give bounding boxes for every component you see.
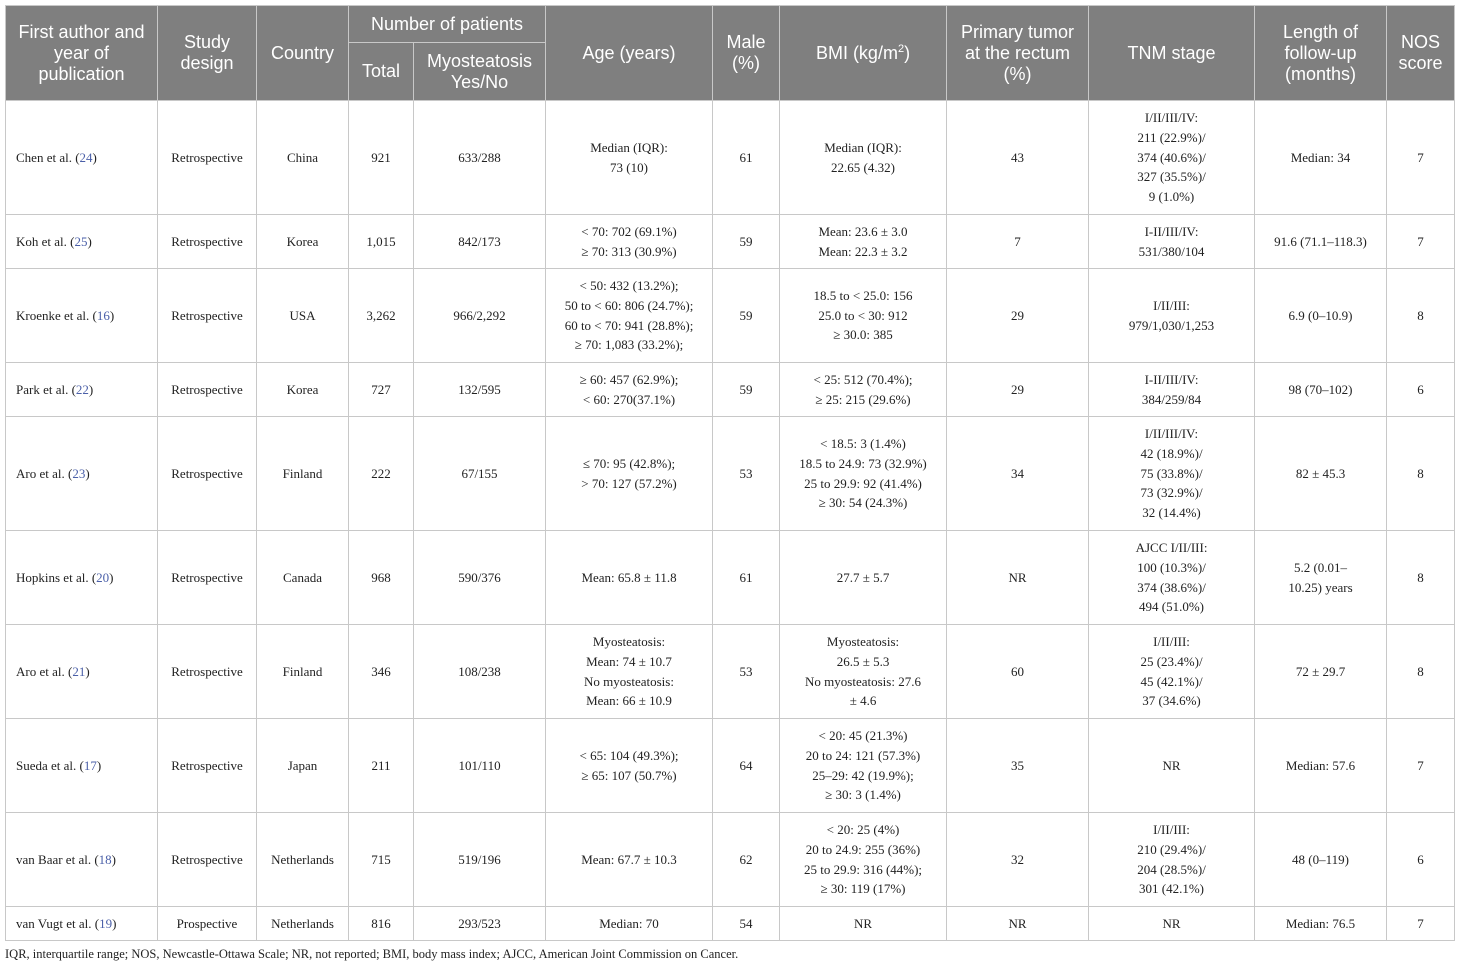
male-cell: 53 [713,417,780,531]
age-cell: < 65: 104 (49.3%); ≥ 65: 107 (50.7%) [546,719,713,813]
tnm-stage-cell: I/II/III: 25 (23.4%)/ 45 (42.1%)/ 37 (34.6%) [1089,625,1255,719]
table-row [6,531,1455,625]
author-cell [6,531,158,625]
myosteatosis-cell: 842/173 [414,215,546,269]
study-design-cell: Prospective [158,907,257,941]
reference-link[interactable]: 22 [75,381,89,397]
bmi-cell: < 18.5: 3 (1.4%) 18.5 to 24.9: 73 (32.9%) 25 to 29.9: 92 (41.4%) ≥ 30: 54 (24.3%) [780,417,947,531]
follow-up-cell: 6.9 (0–10.9) [1255,269,1387,363]
follow-up-cell: 98 (70–102) [1255,363,1387,417]
rectum-cell: 60 [947,625,1089,719]
follow-up-cell: 5.2 (0.01– 10.25) years [1255,531,1387,625]
author-name: Hopkins et al. ( [16,569,97,585]
total-cell: 346 [349,625,414,719]
tnm-stage-cell: NR [1089,907,1255,941]
male-cell: 62 [713,813,780,907]
study-design-cell: Retrospective [158,417,257,531]
tnm-stage-cell: I/II/III/IV: 42 (18.9%)/ 75 (33.8%)/ 73 (32.9%)/ 32 (14.4%) [1089,417,1255,531]
rectum-cell: NR [947,531,1089,625]
total-cell: 715 [349,813,414,907]
total-cell: 1,015 [349,215,414,269]
bmi-cell: < 20: 45 (21.3%) 20 to 24: 121 (57.3%) 25–29: 42 (19.9%); ≥ 30: 3 (1.4%) [780,719,947,813]
myosteatosis-cell: 101/110 [414,719,546,813]
header-male: Male (%) [713,6,780,101]
header-bmi-superscript: 2 [897,42,905,55]
bmi-cell: < 20: 25 (4%) 20 to 24.9: 255 (36%) 25 to 29.9: 316 (44%); ≥ 30: 119 (17%) [780,813,947,907]
myosteatosis-cell: 67/155 [414,417,546,531]
country-cell: Korea [257,363,349,417]
author-name: Kroenke et al. ( [16,307,97,323]
tnm-stage-cell: I/II/III: 979/1,030/1,253 [1089,269,1255,363]
rectum-cell: 29 [947,269,1089,363]
male-cell: 54 [713,907,780,941]
author-cell [6,417,158,531]
age-cell: Myosteatosis: Mean: 74 ± 10.7 No myosteatosis: Mean: 66 ± 10.9 [546,625,713,719]
nos-score-cell: 7 [1387,101,1455,215]
table-footnote: IQR, interquartile range; NOS, Newcastle-Ottawa Scale; NR, not reported; BMI, body mass index; AJCC, American Joint Commission on Cancer. [5,947,739,961]
table-row [6,417,1455,531]
header-rectum: Primary tumor at the rectum (%) [947,6,1089,101]
myosteatosis-cell: 633/288 [414,101,546,215]
study-design-cell: Retrospective [158,215,257,269]
table-row [6,269,1455,363]
male-cell: 59 [713,269,780,363]
follow-up-cell: 82 ± 45.3 [1255,417,1387,531]
header-number-of-patients: Number of patients [349,6,546,43]
follow-up-cell: 72 ± 29.7 [1255,625,1387,719]
header-study-design: Study design [158,6,257,101]
nos-score-cell: 7 [1387,215,1455,269]
total-cell: 968 [349,531,414,625]
bmi-cell: Median (IQR): 22.65 (4.32) [780,101,947,215]
author-name: Sueda et al. ( [16,757,84,773]
table-row [6,907,1455,941]
follow-up-cell: 91.6 (71.1–118.3) [1255,215,1387,269]
age-cell: Median (IQR): 73 (10) [546,101,713,215]
country-cell: Japan [257,719,349,813]
table-row [6,215,1455,269]
bmi-cell: 18.5 to < 25.0: 156 25.0 to < 30: 912 ≥ 30.0: 385 [780,269,947,363]
author-name: Aro et al. ( [16,465,73,481]
country-cell: Korea [257,215,349,269]
reference-link[interactable]: 21 [72,663,86,679]
reference-close: ) [112,915,117,931]
reference-link[interactable]: 19 [99,915,113,931]
bmi-cell: Myosteatosis: 26.5 ± 5.3 No myosteatosis: 27.6 ± 4.6 [780,625,947,719]
myosteatosis-cell: 108/238 [414,625,546,719]
header-bmi [780,6,947,101]
study-characteristics-table [5,5,1455,941]
reference-link[interactable]: 18 [98,851,112,867]
header-age: Age (years) [546,6,713,101]
age-cell: < 50: 432 (13.2%); 50 to < 60: 806 (24.7%); 60 to < 70: 941 (28.8%); ≥ 70: 1,083 (33.2%); [546,269,713,363]
rectum-cell: NR [947,907,1089,941]
header-tnm-stage: TNM stage [1089,6,1255,101]
male-cell: 61 [713,531,780,625]
bmi-cell: NR [780,907,947,941]
nos-score-cell: 7 [1387,907,1455,941]
myosteatosis-cell: 132/595 [414,363,546,417]
table-row [6,363,1455,417]
author-cell [6,363,158,417]
reference-close: ) [85,465,90,481]
male-cell: 53 [713,625,780,719]
myosteatosis-cell: 590/376 [414,531,546,625]
table-row [6,813,1455,907]
myosteatosis-cell: 293/523 [414,907,546,941]
author-cell [6,269,158,363]
total-cell: 222 [349,417,414,531]
age-cell: ≥ 60: 457 (62.9%); < 60: 270(37.1%) [546,363,713,417]
reference-close: ) [109,569,114,585]
study-design-cell: Retrospective [158,813,257,907]
reference-link[interactable]: 16 [96,307,110,323]
tnm-stage-cell: AJCC I/II/III: 100 (10.3%)/ 374 (38.6%)/ 494 (51.0%) [1089,531,1255,625]
nos-score-cell: 6 [1387,813,1455,907]
nos-score-cell: 8 [1387,625,1455,719]
follow-up-cell: Median: 34 [1255,101,1387,215]
author-cell [6,907,158,941]
header-follow-up: Length of follow-up (months) [1255,6,1387,101]
nos-score-cell: 8 [1387,269,1455,363]
study-design-cell: Retrospective [158,101,257,215]
age-cell: Mean: 67.7 ± 10.3 [546,813,713,907]
myosteatosis-cell: 519/196 [414,813,546,907]
study-design-cell: Retrospective [158,719,257,813]
reference-close: ) [88,381,94,397]
header-bmi-suffix: ) [904,42,911,63]
author-cell [6,215,158,269]
bmi-cell: Mean: 23.6 ± 3.0 Mean: 22.3 ± 3.2 [780,215,947,269]
reference-close: ) [109,307,115,323]
age-cell: Mean: 65.8 ± 11.8 [546,531,713,625]
age-cell: Median: 70 [546,907,713,941]
follow-up-cell: 48 (0–119) [1255,813,1387,907]
study-design-cell: Retrospective [158,625,257,719]
rectum-cell: 32 [947,813,1089,907]
bmi-cell: 27.7 ± 5.7 [780,531,947,625]
country-cell: Netherlands [257,813,349,907]
author-name: Koh et al. ( [16,233,75,249]
country-cell: Finland [257,625,349,719]
rectum-cell: 7 [947,215,1089,269]
rectum-cell: 35 [947,719,1089,813]
male-cell: 59 [713,215,780,269]
reference-close: ) [87,233,92,249]
header-nos-score: NOS score [1387,6,1455,101]
reference-link[interactable]: 23 [72,465,86,481]
reference-close: ) [92,149,97,165]
nos-score-cell: 7 [1387,719,1455,813]
country-cell: Canada [257,531,349,625]
total-cell: 921 [349,101,414,215]
rectum-cell: 34 [947,417,1089,531]
author-cell [6,625,158,719]
reference-link[interactable]: 24 [79,149,93,165]
age-cell: < 70: 702 (69.1%) ≥ 70: 313 (30.9%) [546,215,713,269]
total-cell: 816 [349,907,414,941]
reference-close: ) [85,663,90,679]
nos-score-cell: 8 [1387,531,1455,625]
author-name: van Baar et al. ( [16,851,99,867]
reference-link[interactable]: 17 [83,757,97,773]
total-cell: 727 [349,363,414,417]
bmi-cell: < 25: 512 (70.4%); ≥ 25: 215 (29.6%) [780,363,947,417]
country-cell: China [257,101,349,215]
author-name: Chen et al. ( [16,149,80,165]
author-cell [6,101,158,215]
country-cell: USA [257,269,349,363]
male-cell: 61 [713,101,780,215]
myosteatosis-cell: 966/2,292 [414,269,546,363]
follow-up-cell: Median: 76.5 [1255,907,1387,941]
header-author: First author and year of publication [6,6,158,101]
study-design-cell: Retrospective [158,531,257,625]
author-name: van Vugt et al. ( [16,915,100,931]
follow-up-cell: Median: 57.6 [1255,719,1387,813]
rectum-cell: 43 [947,101,1089,215]
author-cell [6,813,158,907]
country-cell: Finland [257,417,349,531]
tnm-stage-cell: NR [1089,719,1255,813]
header-total: Total [349,43,414,101]
male-cell: 64 [713,719,780,813]
country-cell: Netherlands [257,907,349,941]
author-name: Aro et al. ( [16,663,73,679]
reference-close: ) [111,851,116,867]
total-cell: 211 [349,719,414,813]
author-cell [6,719,158,813]
reference-link[interactable]: 20 [96,569,110,585]
author-name: Park et al. ( [16,381,76,397]
tnm-stage-cell: I-II/III/IV: 531/380/104 [1089,215,1255,269]
study-design-cell: Retrospective [158,269,257,363]
male-cell: 59 [713,363,780,417]
nos-score-cell: 8 [1387,417,1455,531]
nos-score-cell: 6 [1387,363,1455,417]
tnm-stage-cell: I-II/III/IV: 384/259/84 [1089,363,1255,417]
age-cell: ≤ 70: 95 (42.8%); > 70: 127 (57.2%) [546,417,713,531]
reference-link[interactable]: 25 [74,233,88,249]
table-row [6,625,1455,719]
tnm-stage-cell: I/II/III/IV: 211 (22.9%)/ 374 (40.6%)/ 327 (35.5%)/ 9 (1.0%) [1089,101,1255,215]
header-myosteatosis: Myosteatosis Yes/No [414,43,546,101]
header-bmi-prefix: BMI (kg/m [815,42,898,63]
table-row [6,101,1455,215]
total-cell: 3,262 [349,269,414,363]
table-row [6,719,1455,813]
reference-close: ) [96,757,102,773]
tnm-stage-cell: I/II/III: 210 (29.4%)/ 204 (28.5%)/ 301 (42.1%) [1089,813,1255,907]
header-country: Country [257,6,349,101]
rectum-cell: 29 [947,363,1089,417]
study-design-cell: Retrospective [158,363,257,417]
